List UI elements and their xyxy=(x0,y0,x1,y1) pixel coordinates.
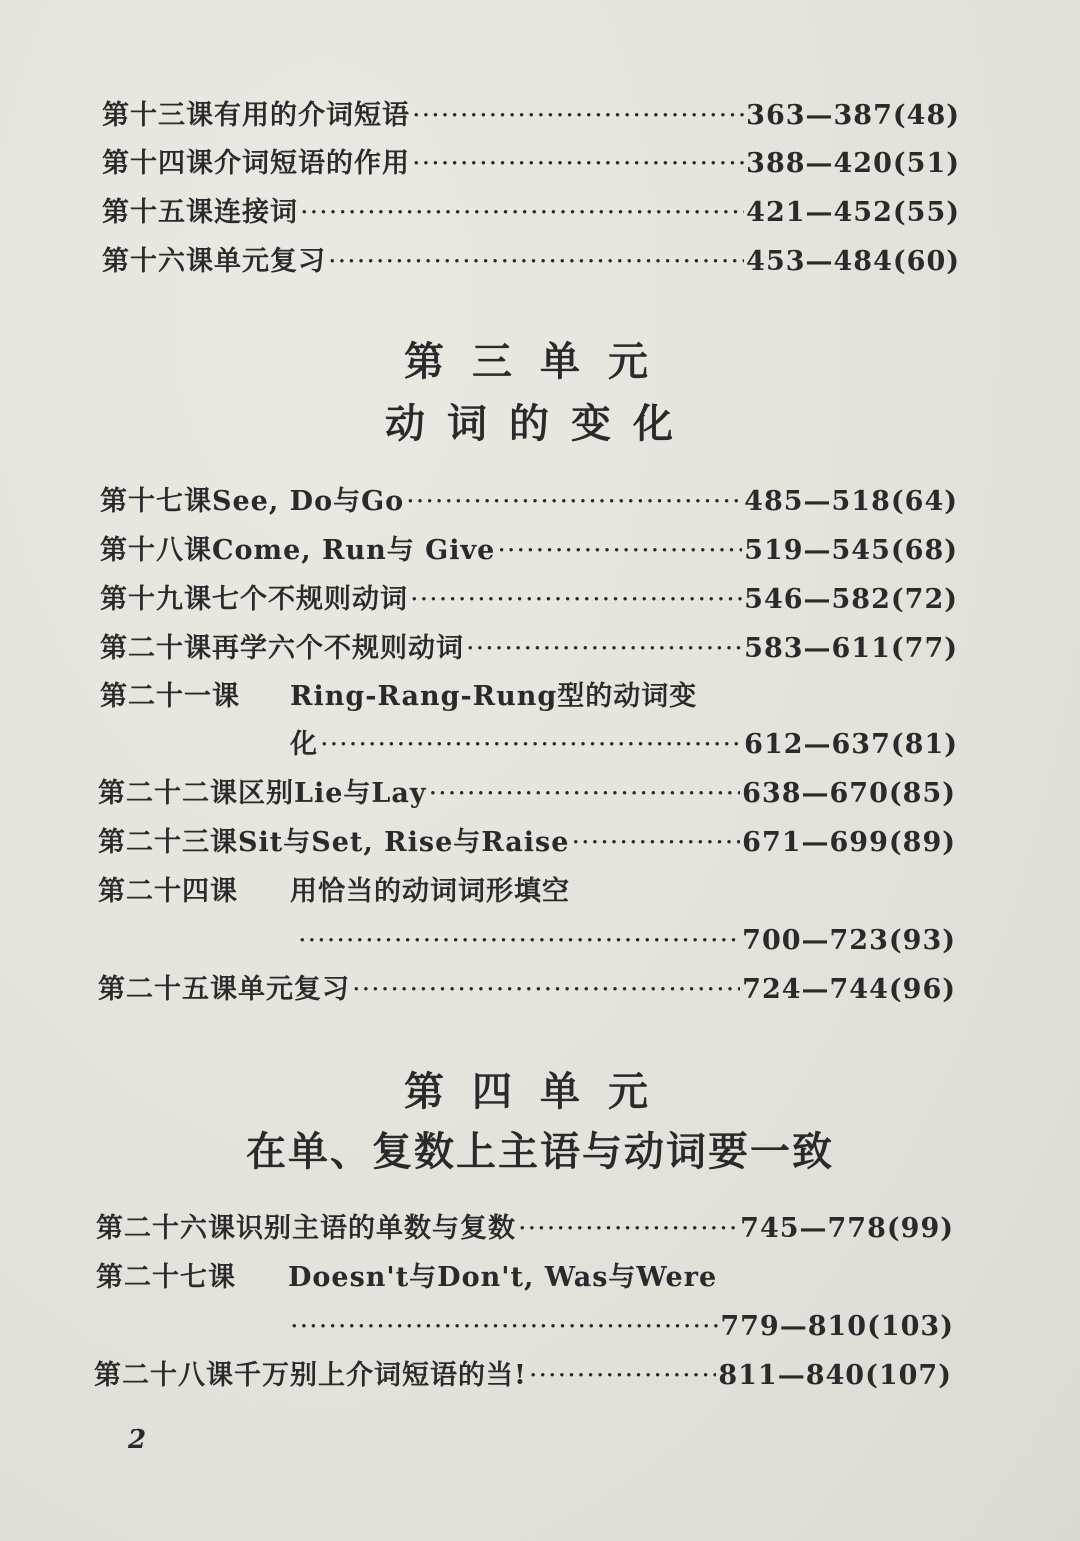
lesson-title: 用恰当的动词词形填空 xyxy=(290,876,570,907)
page-range: 388—420(51) xyxy=(746,148,960,179)
page-range: 546—582(72) xyxy=(744,584,958,615)
page-range: 612—637(81) xyxy=(744,729,958,760)
page-range: 811—840(107) xyxy=(718,1360,952,1391)
lesson-title: 有用的介词短语 xyxy=(214,100,410,131)
dot-leader xyxy=(412,140,744,188)
dot-leader xyxy=(571,819,740,867)
lesson-number: 第十四课 xyxy=(102,148,214,179)
toc-entry xyxy=(102,189,960,237)
toc-entry xyxy=(98,819,956,867)
toc-entry xyxy=(94,1352,952,1400)
lesson-number: 第二十七课 xyxy=(96,1262,236,1293)
dot-leader xyxy=(412,92,744,140)
lesson-number: 第十六课 xyxy=(102,246,214,277)
lesson-title-continuation: 化 xyxy=(290,729,318,760)
toc-entry xyxy=(96,1205,954,1253)
page-range: 638—670(85) xyxy=(742,778,956,809)
lesson-title: 七个不规则动词 xyxy=(212,584,408,615)
page-range: 485—518(64) xyxy=(744,486,958,517)
lesson-title: Sit与Set, Rise与Raise xyxy=(238,827,570,858)
lesson-number: 第十五课 xyxy=(102,197,214,228)
lesson-number: 第十三课 xyxy=(102,100,214,131)
page-range: 779—810(103) xyxy=(720,1311,954,1342)
toc-entry-continuation xyxy=(290,721,958,769)
lesson-title: 识别主语的单数与复数 xyxy=(236,1213,516,1244)
page-range: 724—744(96) xyxy=(742,974,956,1005)
lesson-title: 千万别上介词短语的当! xyxy=(234,1360,527,1391)
dot-leader xyxy=(410,576,742,624)
lesson-number: 第二十三课 xyxy=(98,827,238,858)
toc-entry xyxy=(100,673,958,721)
page-range: 583—611(77) xyxy=(744,633,958,664)
lesson-number: 第二十二课 xyxy=(98,778,238,809)
toc-entry xyxy=(100,527,958,575)
lesson-title: See, Do与Go xyxy=(212,486,405,517)
dot-leader xyxy=(406,478,742,526)
dot-leader xyxy=(497,527,742,575)
lesson-title: 区别Lie与Lay xyxy=(238,778,427,809)
dot-leader xyxy=(429,770,741,818)
dot-leader xyxy=(298,917,740,965)
unit-subtitle: 在单、复数上主语与动词要一致 xyxy=(246,1128,834,1175)
lesson-title: 单元复习 xyxy=(238,974,350,1005)
page-range: 453—484(60) xyxy=(746,246,960,277)
unit-heading: 第三单元 xyxy=(404,338,676,385)
lesson-number: 第二十八课 xyxy=(94,1360,234,1391)
lesson-title: 连接词 xyxy=(214,197,298,228)
lesson-number: 第二十课 xyxy=(100,633,212,664)
lesson-title: Come, Run与 Give xyxy=(212,535,496,566)
lesson-title: Doesn't与Don't, Was与Were xyxy=(288,1262,718,1293)
dot-leader xyxy=(320,721,742,769)
lesson-number: 第十九课 xyxy=(100,584,212,615)
toc-entry xyxy=(100,576,958,624)
lesson-title: Ring-Rang-Rung型的动词变 xyxy=(290,681,698,712)
lesson-number: 第十八课 xyxy=(100,535,212,566)
toc-entry xyxy=(102,140,960,188)
page-range: 700—723(93) xyxy=(742,925,956,956)
lesson-title: 再学六个不规则动词 xyxy=(212,633,464,664)
page-range: 745—778(99) xyxy=(740,1213,954,1244)
dot-leader xyxy=(290,1303,718,1351)
dot-leader xyxy=(300,189,744,237)
page-range: 421—452(55) xyxy=(746,197,960,228)
lesson-number: 第十七课 xyxy=(100,486,212,517)
toc-entry xyxy=(98,868,956,916)
page-number: 2 xyxy=(128,1425,147,1455)
lesson-title: 介词短语的作用 xyxy=(214,148,410,179)
page-range: 671—699(89) xyxy=(742,827,956,858)
unit-heading: 第四单元 xyxy=(404,1068,676,1115)
toc-entry xyxy=(100,478,958,526)
dot-leader xyxy=(529,1352,717,1400)
toc-entry xyxy=(98,966,956,1014)
lesson-number: 第二十五课 xyxy=(98,974,238,1005)
dot-leader xyxy=(352,966,740,1014)
dot-leader xyxy=(466,625,742,673)
lesson-number: 第二十四课 xyxy=(98,876,238,907)
toc-entry xyxy=(98,770,956,818)
toc-entry xyxy=(102,92,960,140)
toc-entry xyxy=(100,625,958,673)
page-range: 519—545(68) xyxy=(744,535,958,566)
toc-entry xyxy=(96,1254,954,1302)
lesson-number: 第二十六课 xyxy=(96,1213,236,1244)
toc-entry xyxy=(102,238,960,286)
toc-entry-continuation xyxy=(296,917,956,965)
lesson-number: 第二十一课 xyxy=(100,681,240,712)
toc-entry-continuation xyxy=(288,1303,954,1351)
lesson-title: 单元复习 xyxy=(214,246,326,277)
dot-leader xyxy=(518,1205,738,1253)
page-range: 363—387(48) xyxy=(746,100,960,131)
unit-subtitle: 动词的变化 xyxy=(385,400,695,447)
dot-leader xyxy=(328,238,744,286)
